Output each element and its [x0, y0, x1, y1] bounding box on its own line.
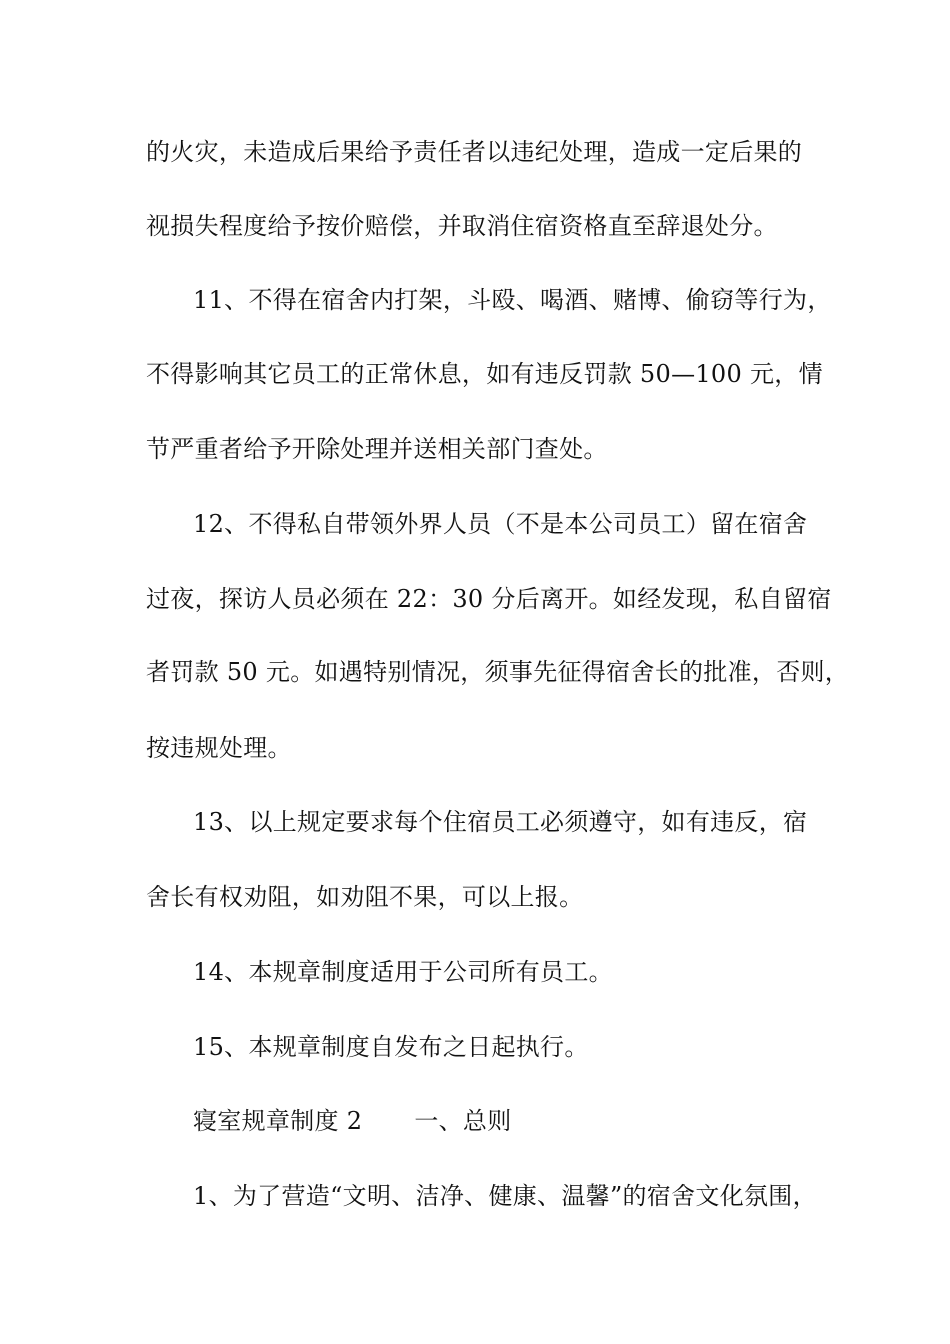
heading-title: 寝室规章制度 2	[193, 1107, 363, 1135]
heading-section: 一、总则	[414, 1107, 512, 1135]
rule-12-line: 12、不得私自带领外界人员（不是本公司员工）留在宿舍	[193, 510, 808, 538]
rule-13-line: 13、以上规定要求每个住宿员工必须遵守，如有违反，宿	[193, 808, 808, 836]
rule-14-line: 14、本规章制度适用于公司所有员工。	[193, 958, 613, 986]
paragraph-line: 舍长有权劝阻，如劝阻不果，可以上报。	[146, 883, 584, 911]
paragraph-line: 者罚款 50 元。如遇特别情况，须事先征得宿舍长的批准，否则，	[146, 658, 850, 686]
paragraph-line: 按违规处理。	[146, 734, 292, 762]
paragraph-line: 节严重者给予开除处理并送相关部门查处。	[146, 435, 608, 463]
paragraph-line: 不得影响其它员工的正常休息，如有违反罚款 50—100 元，情	[146, 360, 823, 388]
rule-15-line: 15、本规章制度自发布之日起执行。	[193, 1033, 589, 1061]
paragraph-line: 的火灾，未造成后果给予责任者以违纪处理，造成一定后果的	[146, 138, 803, 166]
paragraph-line: 过夜，探访人员必须在 22：30 分后离开。如经发现，私自留宿	[146, 585, 832, 613]
rule-1-line: 1、为了营造“文明、洁净、健康、温馨”的宿舍文化氛围，	[193, 1182, 817, 1210]
rule-11-line: 11、不得在宿舍内打架，斗殴、喝酒、赌博、偷窃等行为，	[193, 286, 832, 314]
section-heading	[193, 1105, 893, 1137]
paragraph-line: 视损失程度给予按价赔偿，并取消住宿资格直至辞退处分。	[146, 212, 778, 240]
